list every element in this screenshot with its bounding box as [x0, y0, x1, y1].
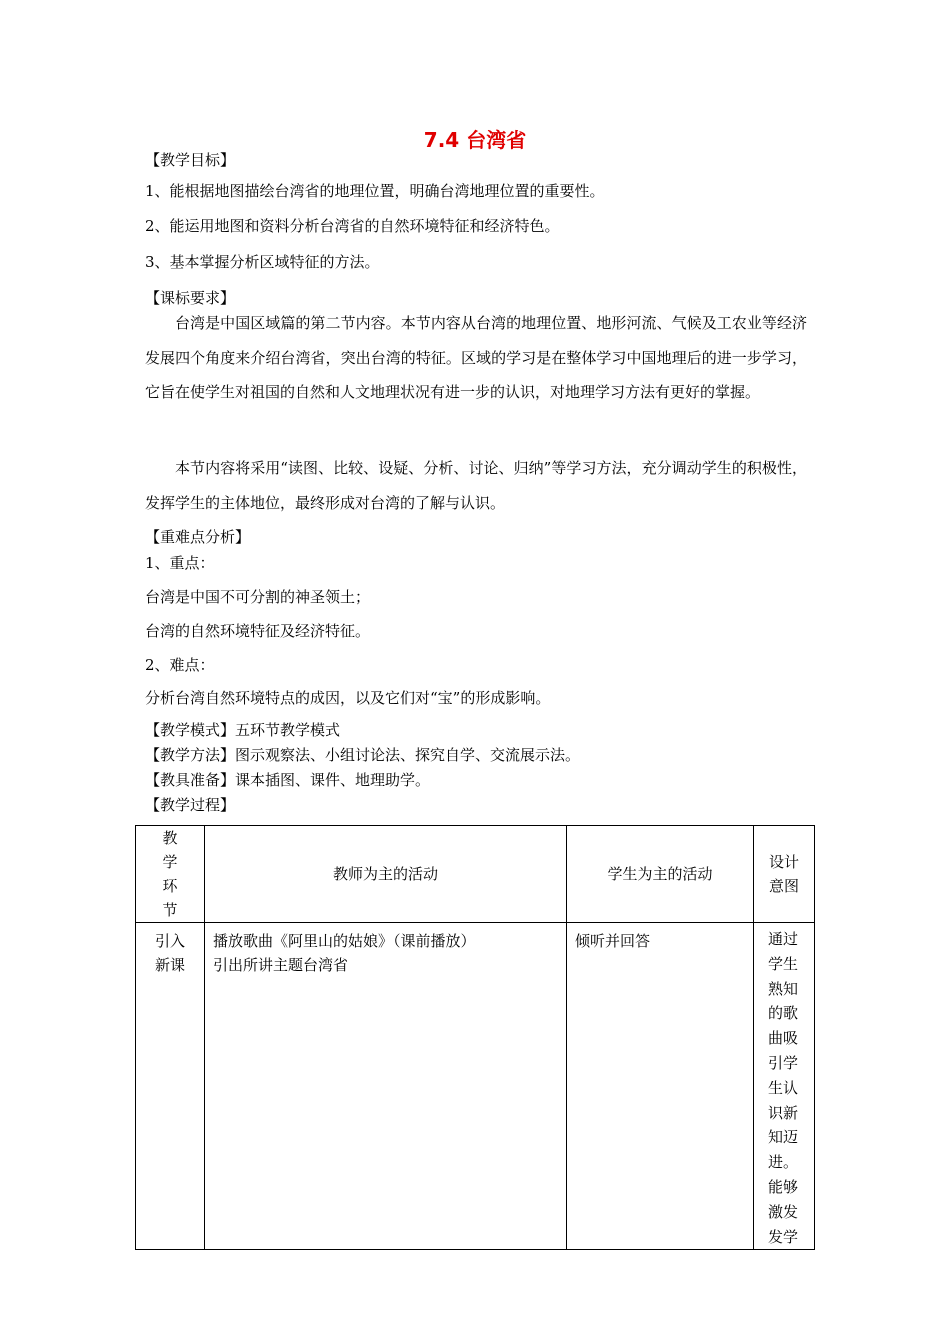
goal-item: 1、能根据地图描绘台湾省的地理位置，明确台湾地理位置的重要性。 [145, 182, 605, 200]
cell-stage: 引入新课 [136, 923, 205, 1250]
goals-heading: 【教学目标】 [145, 151, 236, 169]
header-intent: 设计意图 [754, 826, 815, 923]
cell-student: 倾听并回答 [567, 923, 754, 1250]
key-point: 台湾是中国不可分割的神圣领土； [145, 588, 371, 606]
standard-paragraph: 本节内容将采用“读图、比较、设疑、分析、讨论、归纳”等学习方法，充分调动学生的积极性，发挥学生的主体地位，最终形成对台湾的了解与认识。 [145, 459, 807, 512]
teaching-mode: 【教学模式】五环节教学模式 [145, 721, 341, 739]
standard-heading: 【课标要求】 [145, 289, 236, 307]
goal-item: 2、能运用地图和资料分析台湾省的自然环境特征和经济特色。 [145, 217, 560, 235]
process-table [135, 825, 815, 1250]
teaching-method: 【教学方法】图示观察法、小组讨论法、探究自学、交流展示法。 [145, 746, 581, 764]
key-label: 1、重点： [145, 554, 215, 572]
cell-intent: 通过学生熟知的歌曲吸引学生认识新知迈进。能够激发发学 [754, 923, 815, 1250]
cell-teacher [205, 923, 567, 1250]
process-heading: 【教学过程】 [145, 796, 236, 814]
header-stage: 教学环节 [136, 826, 205, 923]
table-header-row [136, 826, 815, 923]
key-point: 台湾的自然环境特征及经济特征。 [145, 622, 371, 640]
teacher-line: 引出所讲主题台湾省 [213, 956, 349, 974]
table-row [136, 923, 815, 1250]
standard-paragraph: 台湾是中国区域篇的第二节内容。本节内容从台湾的地理位置、地形河流、气候及工农业等经济发展四个角度来介绍台湾省，突出台湾的特征。区域的学习是在整体学习中国地理后的进一步学习，它旨在使学生对祖国的自然和人文地理状况有进一步的认识，对地理学习方法有更好的掌握。 [145, 314, 807, 402]
key-heading: 【重难点分析】 [145, 528, 251, 546]
header-student: 学生为主的活动 [567, 826, 754, 923]
header-teacher: 教师为主的活动 [205, 826, 567, 923]
goal-item: 3、基本掌握分析区域特征的方法。 [145, 253, 380, 271]
teaching-tools: 【教具准备】课本插图、课件、地理助学。 [145, 771, 431, 789]
difficult-label: 2、难点： [145, 656, 215, 674]
document-title: 7.4 台湾省 [423, 128, 527, 152]
difficult-point: 分析台湾自然环境特点的成因，以及它们对“宝”的形成影响。 [145, 689, 551, 707]
teacher-line: 播放歌曲《阿里山的姑娘》（课前播放） [213, 932, 476, 950]
